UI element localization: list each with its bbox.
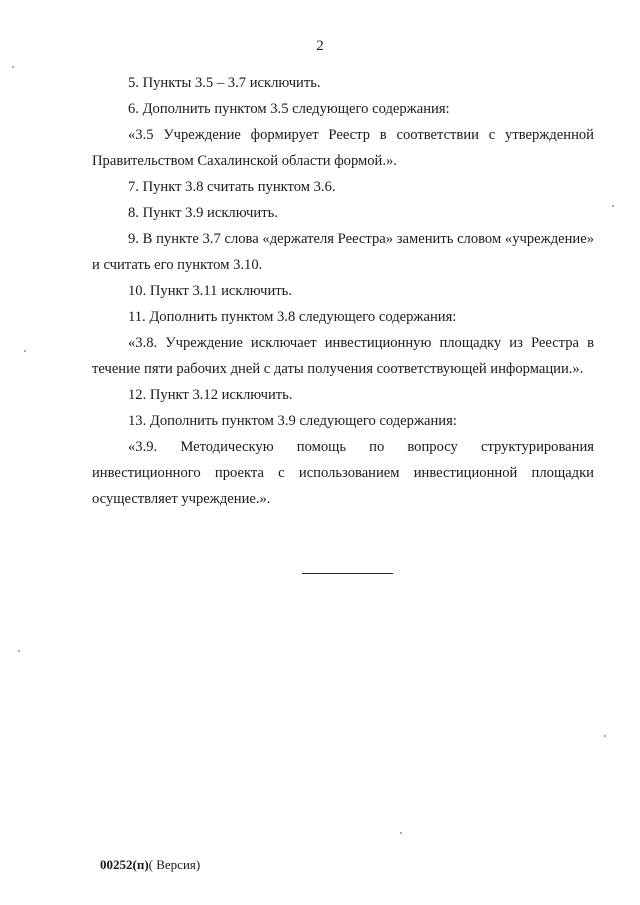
document-footer xyxy=(100,857,200,873)
scan-speck xyxy=(18,650,20,652)
scan-speck xyxy=(604,735,606,737)
paragraph-item-11: 11. Дополнить пунктом 3.8 следующего содержания: xyxy=(128,309,457,325)
paragraph-item-9: 9. В пункте 3.7 слова «держателя Реестра» заменить словом «учреждение» и считать его пунктом 3.10. xyxy=(92,231,594,273)
paragraph-item-12: 12. Пункт 3.12 исключить. xyxy=(128,387,293,403)
document-code: 00252(п) xyxy=(100,857,149,872)
quoted-clause-3-8: «3.8. Учреждение исключает инвестиционную площадку из Реестра в течение пяти рабочих дней с даты получения соответствующей информации.». xyxy=(92,335,594,377)
closing-rule-line xyxy=(302,573,393,574)
quoted-clause-3-5: «3.5 Учреждение формирует Реестр в соответствии с утвержденной Правительством Сахалинской области формой.». xyxy=(92,127,594,169)
quoted-clause-3-9: «3.9. Методическую помощь по вопросу структурирования инвестиционного проекта с использованием инвестиционной площадки осуществляет учреждение.». xyxy=(92,439,594,507)
paragraph-item-8: 8. Пункт 3.9 исключить. xyxy=(128,205,278,221)
scan-speck xyxy=(12,66,14,68)
scan-speck xyxy=(24,350,26,352)
paragraph-item-7: 7. Пункт 3.8 считать пунктом 3.6. xyxy=(128,179,336,195)
paragraph-item-5: 5. Пункты 3.5 – 3.7 исключить. xyxy=(128,75,321,91)
scan-speck xyxy=(400,832,402,834)
paragraph-item-13: 13. Дополнить пунктом 3.9 следующего содержания: xyxy=(128,413,457,429)
paragraph-item-10: 10. Пункт 3.11 исключить. xyxy=(128,283,292,299)
document-version: ( Версия) xyxy=(148,857,201,872)
page-number: 2 xyxy=(316,38,324,54)
paragraph-item-6: 6. Дополнить пунктом 3.5 следующего содержания: xyxy=(128,101,450,117)
scan-speck xyxy=(612,205,614,207)
document-body xyxy=(92,70,594,512)
